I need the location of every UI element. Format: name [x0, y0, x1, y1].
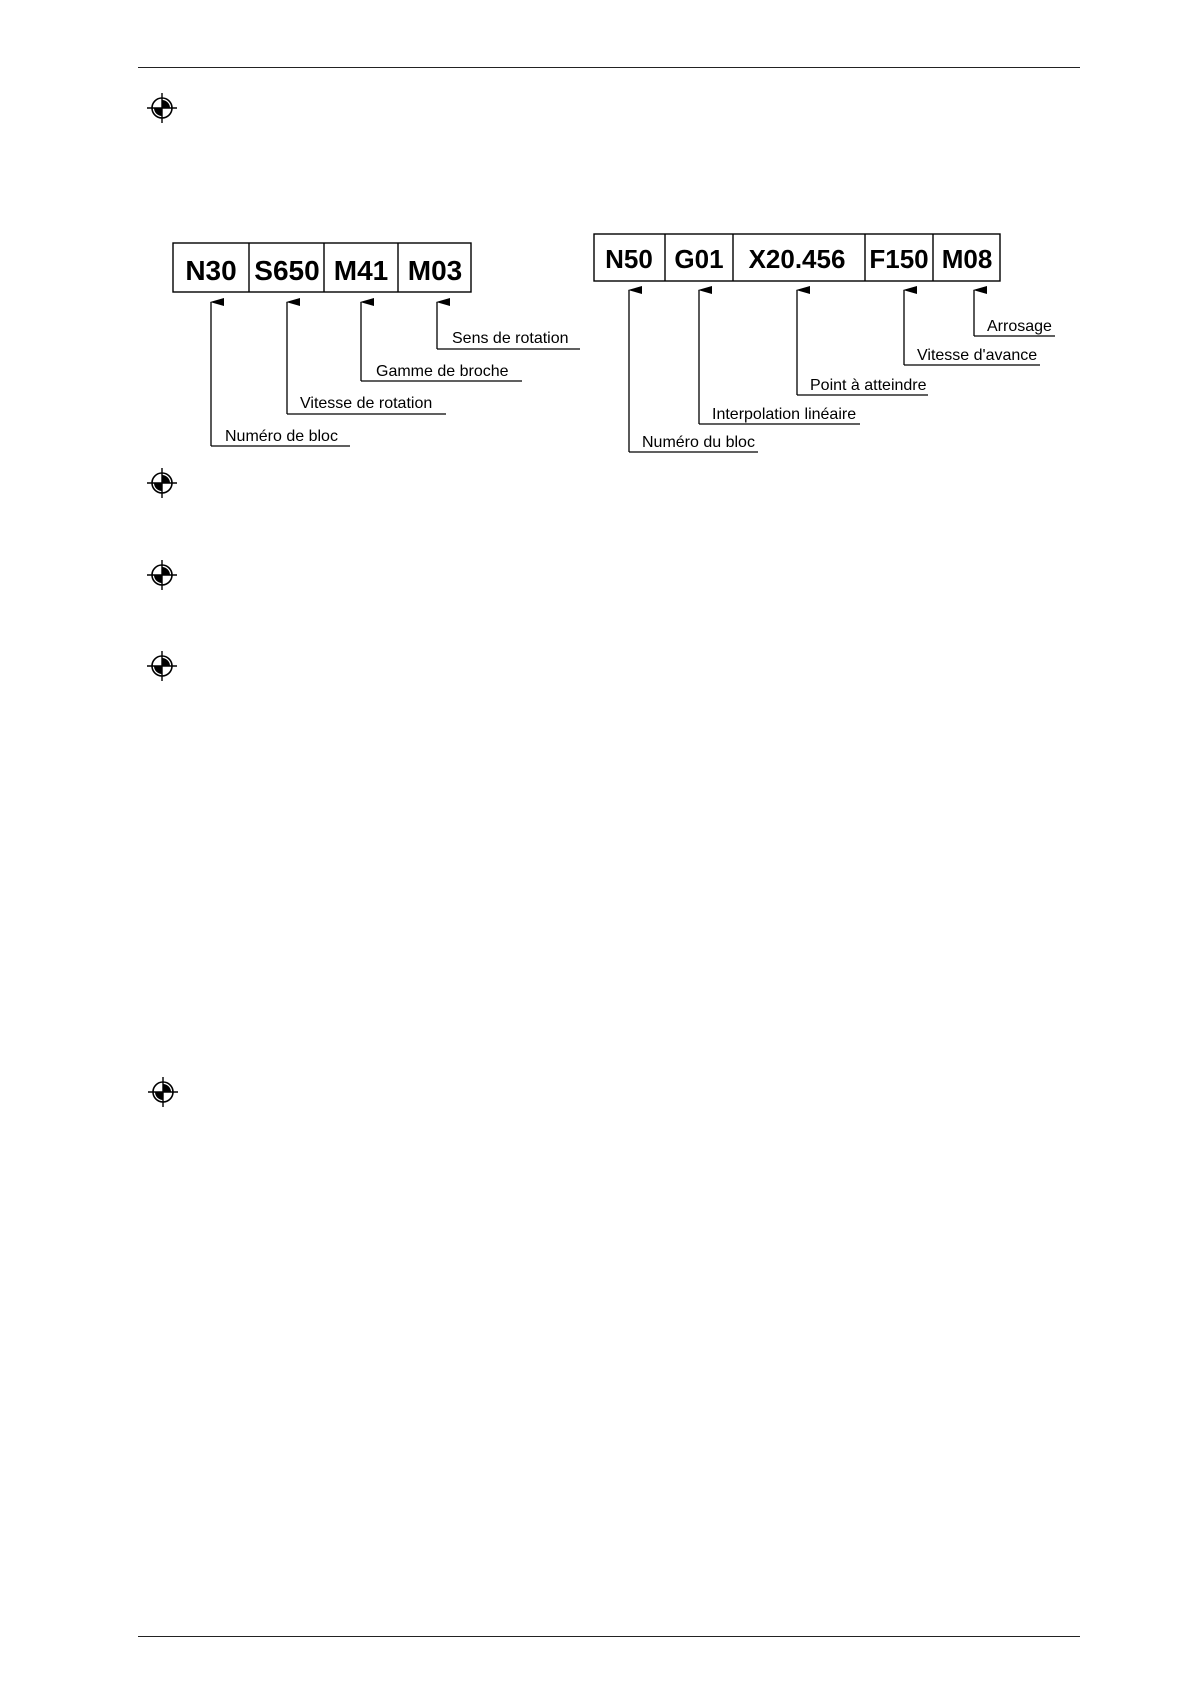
block-1-word: N30 — [185, 255, 237, 286]
callout-interpolation-lineaire — [699, 290, 860, 424]
block-1-word: S650 — [254, 255, 320, 286]
block-2-word: N50 — [605, 244, 653, 274]
crosshair-bullet-icon — [146, 467, 178, 499]
block-1-label: Gamme de broche — [376, 363, 509, 380]
callout-sens-de-rotation — [437, 302, 580, 349]
crosshair-bullet-icon — [146, 559, 178, 591]
crosshair-bullet-icon — [146, 650, 178, 682]
callout-arrosage — [974, 290, 1055, 336]
block-1 — [173, 243, 580, 446]
block-2-label: Arrosage — [987, 318, 1052, 335]
block-2-label: Point à atteindre — [810, 377, 927, 394]
callout-vitesse-de-rotation — [287, 302, 446, 414]
block-1-label: Vitesse de rotation — [300, 395, 433, 412]
footer-rule — [138, 1636, 1080, 1637]
block-2-word: M08 — [941, 244, 993, 274]
block-1-word: M03 — [407, 255, 463, 286]
block-1-label: Numéro de bloc — [225, 428, 338, 445]
block-2-label: Interpolation linéaire — [712, 406, 857, 423]
block-1-word: M41 — [333, 255, 389, 286]
callout-numero-du-bloc — [629, 290, 758, 452]
block-2 — [594, 234, 1055, 452]
block-2-label: Vitesse d'avance — [917, 347, 1038, 364]
gcode-diagram — [0, 0, 1191, 470]
block-2-word: G01 — [674, 244, 724, 274]
block-2-word: X20.456 — [748, 244, 846, 274]
callout-point-a-atteindre — [797, 290, 928, 395]
block-2-label: Numéro du bloc — [642, 434, 755, 451]
callout-numero-de-bloc — [211, 302, 350, 446]
block-1-label: Sens de rotation — [452, 330, 569, 347]
block-2-word: F150 — [869, 244, 929, 274]
crosshair-bullet-icon — [147, 1076, 179, 1108]
